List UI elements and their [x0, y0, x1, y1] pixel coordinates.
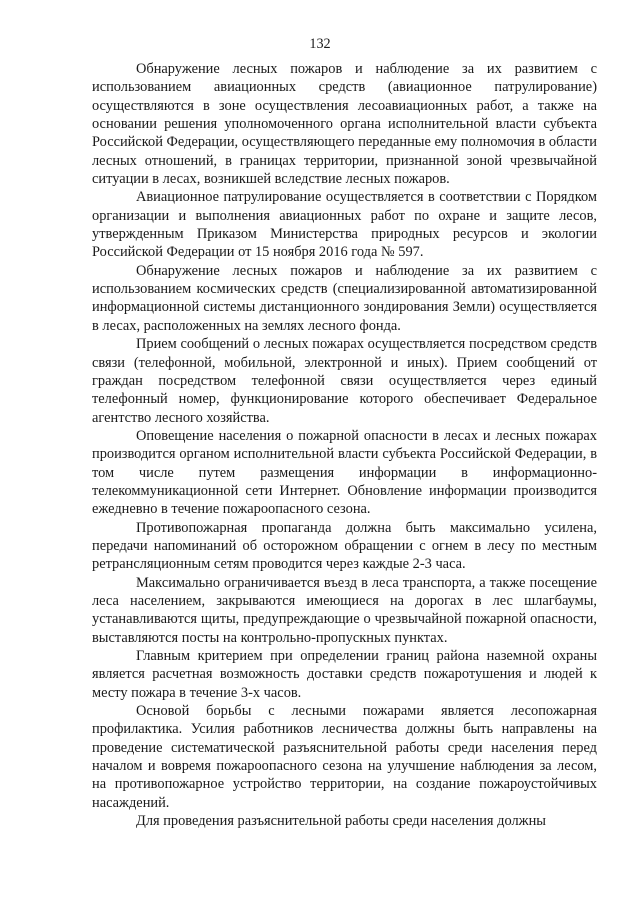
paragraph-ground-protection: Главным критерием при определении границ района наземной охраны является расчетная возможность доставки средств пожаротушения и людей к месту пожара в течение 3-х часов.	[92, 648, 597, 701]
paragraph-fire-prevention: Основой борьбы с лесными пожарами является лесопожарная профилактика. Усилия работников лесничества должны быть направлены на проведение систематической разъяснительной работы среди населения перед началом и вовремя пожароопасного сезона на улучшение наблюдения за лесом, на противопожарное устройство территории, на создание пожароустойчивых насаждений.	[92, 703, 597, 811]
paragraph-outreach-work: Для проведения разъяснительной работы среди населения должны	[136, 813, 546, 830]
paragraph-access-restriction: Максимально ограничивается въезд в леса транспорта, а также посещение леса населением, закрываются имеющиеся на дорогах в лес шлагбаумы, устанавливаются щиты, предупреждающие о чрезвычайной пожарной опасности, выставляются посты на контрольно-пропускных пунктах.	[92, 574, 597, 646]
paragraph-space-detection: Обнаружение лесных пожаров и наблюдение за их развитием с использованием космических средств (специализированной автоматизированной информационной системы дистанционного зондирования Земли) осуществляется в лесах, расположенных на землях лесного фонда.	[92, 262, 597, 334]
paragraph-fire-reports: Прием сообщений о лесных пожарах осуществляется посредством средств связи (телефонной, мобильной, электронной и иных). Прием сообщений от граждан посредством телефонной связи осуществляется через единый телефонный номер, функционирование которого обеспечивает Федеральное агентство лесного хозяйства.	[92, 336, 597, 426]
paragraph-aerial-detection: Обнаружение лесных пожаров и наблюдение за их развитием с использованием авиационных средств (авиационное патрулирование) осуществляются в зоне осуществления лесоавиационных работ, а также на основании решения уполномоченного органа исполнительной власти субъекта Российской Федерации, осуществляющего переданные ему полномочия в области лесных отношений, в границах территории, признанной зоной чрезвычайной ситуации в лесах, возникшей вследствие лесных пожаров.	[92, 61, 597, 188]
paragraph-public-warning: Оповещение населения о пожарной опасности в лесах и лесных пожарах производится органом исполнительной власти субъекта Российской Федерации, в том числе путем размещения информации в информационно-телекоммуникационной сети Интернет. Обновление информации производится ежедневно в течение пожароопасного сезона.	[92, 427, 597, 518]
page-number: 132	[309, 36, 331, 52]
document-body	[92, 60, 597, 830]
paragraph-aerial-patrol: Авиационное патрулирование осуществляется в соответствии с Порядком организации и выполнения авиационных работ по охране и защите лесов, утвержденным Приказом Министерства природных ресурсов и экологии Российской Федерации от 15 ноября 2016 года № 597.	[92, 189, 597, 261]
paragraph-fire-propaganda: Противопожарная пропаганда должна быть максимально усилена, передачи напоминаний об осторожном обращении с огнем в лесу по местным ретрансляционным сетям проводится через каждые 2-3 часа.	[92, 519, 597, 573]
